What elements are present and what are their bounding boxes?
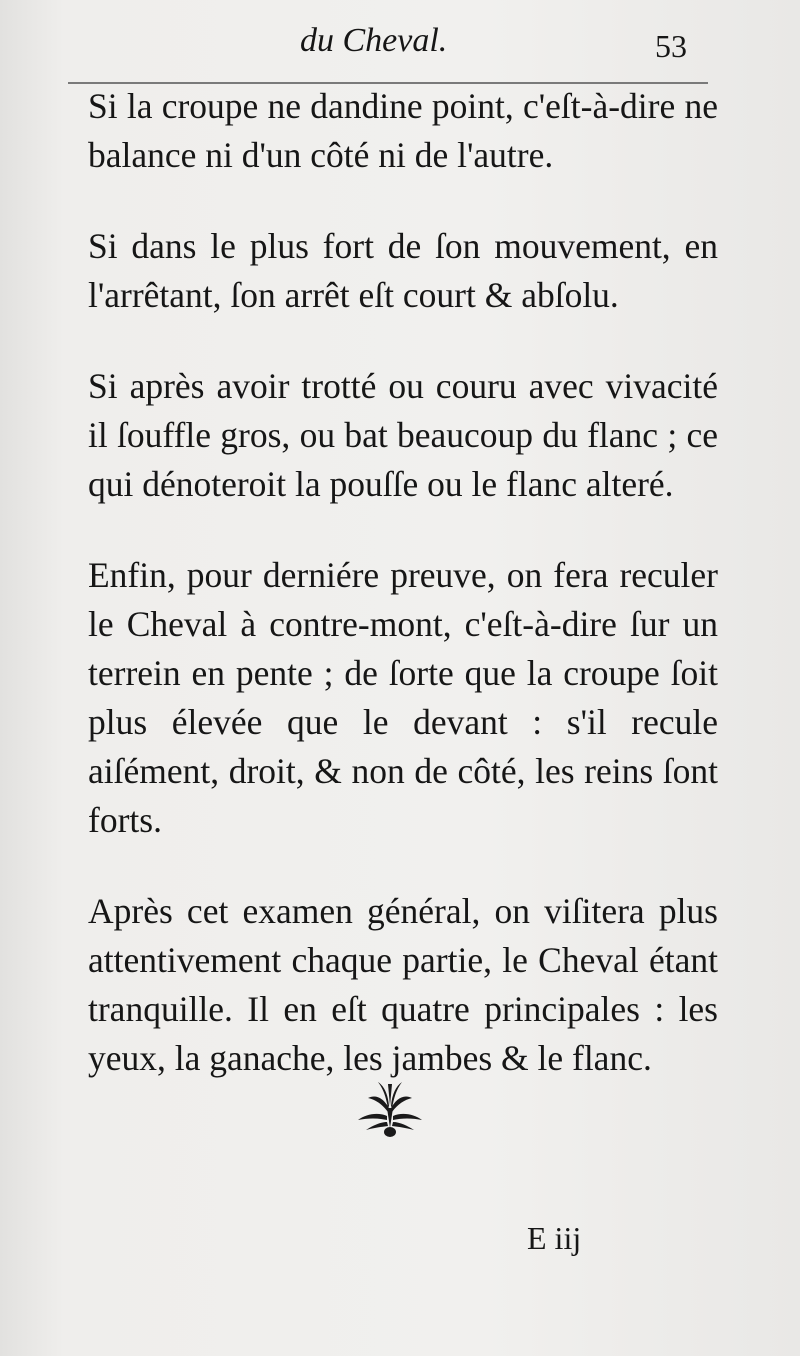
signature-mark: E iij (527, 1220, 582, 1256)
paragraph: Enfin, pour derniére preuve, on fera reculer le Cheval à contre-mont, c'eſt-à-dire ſur un terrein en pente ; de ſorte que la croupe ſoit plus élevée que le devant : s'il recule aiſément, droit, & non de côté, les reins ſont forts. (88, 555, 718, 840)
paragraph: Si après avoir trotté ou couru avec vivacité il ſouffle gros, ou bat beaucoup du flanc ; ce qui dénoteroit la pouſſe ou le flanc alteré. (88, 366, 718, 504)
running-head (0, 22, 800, 72)
page-number: 53 (655, 28, 687, 64)
paragraph: Après cet examen général, on viſitera plus attentivement chaque partie, le Cheval étant tranquille. Il en eſt quatre principales : les yeux, la ganache, les jambes & le flanc. (88, 891, 718, 1078)
body-text (88, 82, 718, 1125)
paragraph: Si dans le plus fort de ſon mouvement, en l'arrêtant, ſon arrêt eſt court & abſolu. (88, 226, 718, 315)
paragraph: Si la croupe ne dandine point, c'eſt-à-dire ne balance ni d'un côté ni de l'autre. (88, 86, 718, 175)
running-title: du Cheval. (300, 22, 448, 59)
fleuron-ornament-icon (354, 1080, 426, 1140)
